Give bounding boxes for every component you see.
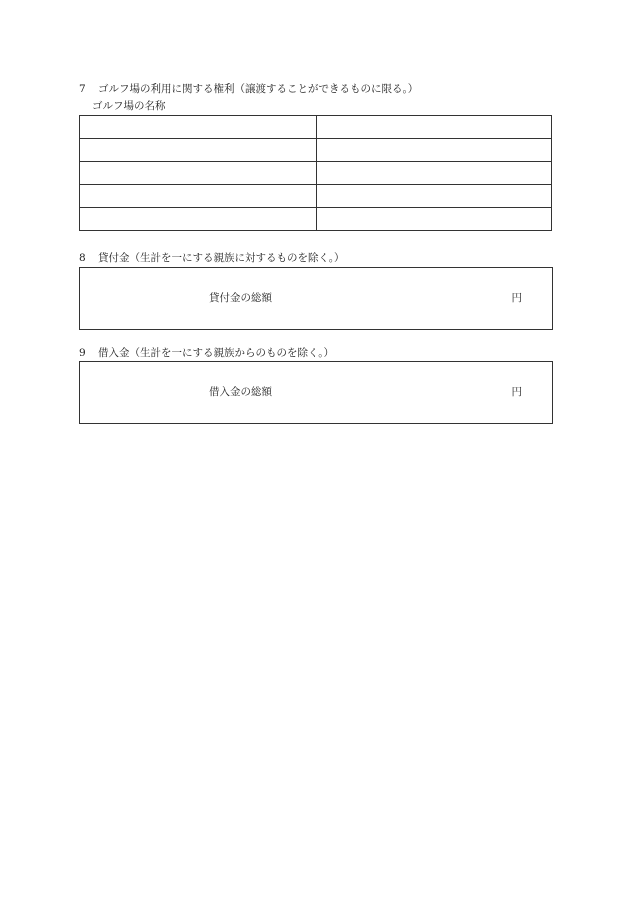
table-row — [80, 162, 552, 185]
section-7-title: ゴルフ場の利用に関する権利（譲渡することができるものに限る。） — [98, 83, 419, 95]
golf-course-name-cell[interactable] — [80, 208, 317, 231]
golf-course-name-label: ゴルフ場の名称 — [92, 100, 166, 112]
section-9-heading — [79, 346, 334, 360]
borrowings-total-label: 借入金の総額 — [209, 386, 272, 398]
yen-unit: 円 — [511, 292, 522, 304]
golf-right-detail-cell[interactable] — [317, 185, 552, 208]
golf-right-detail-cell[interactable] — [317, 139, 552, 162]
section-8-heading — [79, 251, 345, 265]
section-9-title: 借入金（生計を一にする親族からのものを除く。） — [98, 347, 335, 359]
golf-rights-table — [79, 115, 552, 231]
section-8-title: 貸付金（生計を一にする親族に対するものを除く。） — [98, 252, 345, 264]
section-7-number: 7 — [79, 83, 86, 95]
golf-course-name-cell[interactable] — [80, 139, 317, 162]
table-row — [80, 208, 552, 231]
table-row — [80, 116, 552, 139]
golf-right-detail-cell[interactable] — [317, 208, 552, 231]
golf-course-name-cell[interactable] — [80, 162, 317, 185]
golf-right-detail-cell[interactable] — [317, 116, 552, 139]
table-row — [80, 185, 552, 208]
borrowings-box[interactable] — [79, 361, 553, 424]
section-9-number: 9 — [79, 347, 86, 359]
golf-course-name-cell[interactable] — [80, 116, 317, 139]
section-7-heading — [79, 82, 418, 96]
table-row — [80, 139, 552, 162]
loans-receivable-total-label: 貸付金の総額 — [209, 292, 272, 304]
golf-course-name-cell[interactable] — [80, 185, 317, 208]
loans-receivable-box[interactable] — [79, 267, 553, 330]
section-8-number: 8 — [79, 252, 86, 264]
yen-unit: 円 — [511, 386, 522, 398]
golf-right-detail-cell[interactable] — [317, 162, 552, 185]
